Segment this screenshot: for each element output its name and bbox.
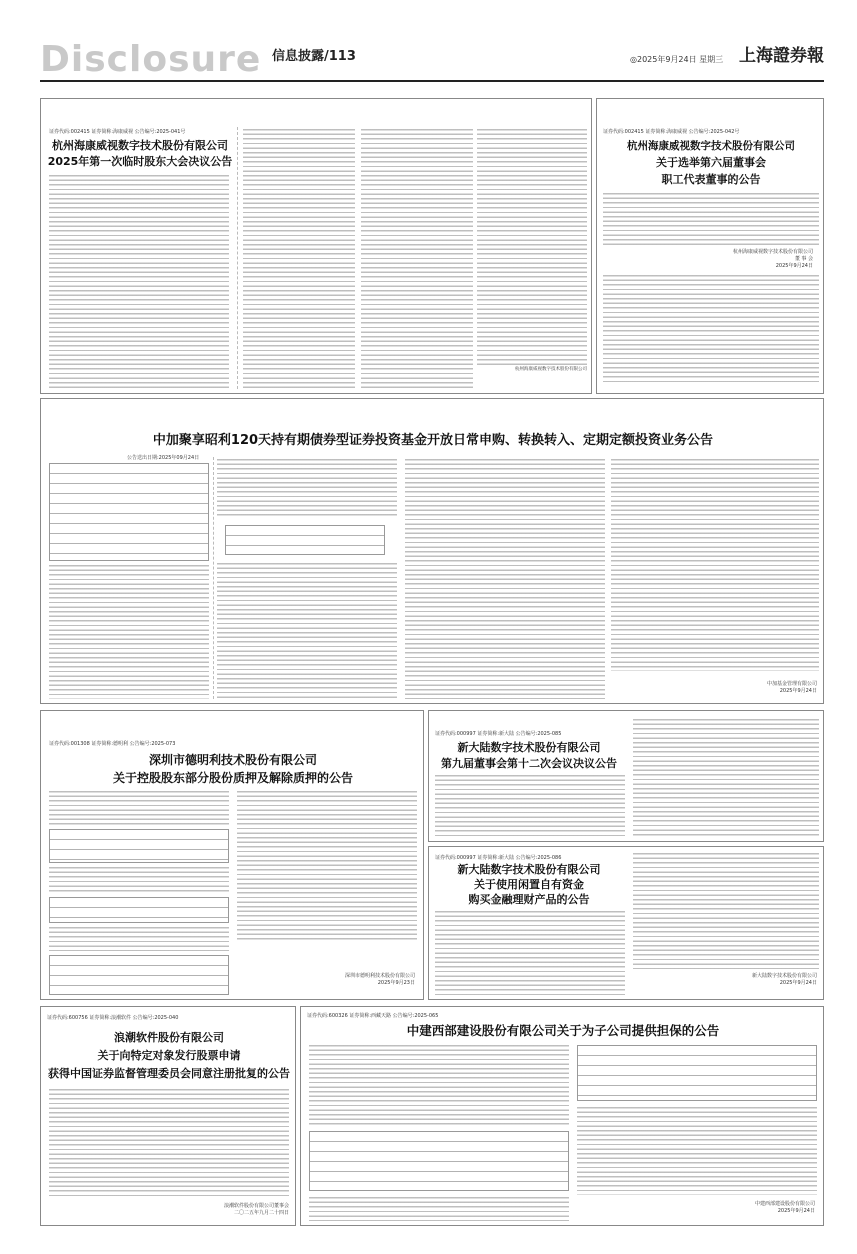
column-divider [237, 127, 238, 389]
announcement-title: 关于控股股东部分股份质押及解除质押的公告 [112, 771, 353, 785]
body-text [217, 563, 397, 699]
body-text [361, 129, 473, 391]
signature [237, 973, 415, 987]
body-text [577, 1107, 817, 1195]
announcement-title: 新大陆数字技术股份有限公司 [457, 863, 601, 876]
announcement-title: 中建西部建设股份有限公司关于为子公司提供担保的公告 [406, 1023, 720, 1038]
newspaper-logo: 上海證券報 [739, 46, 824, 66]
announcement-meta: 证券代码:002415 证券简称:海康威视 公告编号:2025-041号 [49, 129, 186, 135]
announcement-meta: 证券代码:600756 证券简称:浪潮软件 公告编号:2025-040 [47, 1015, 179, 1021]
announcement-meta: 证券代码:600326 证券简称:西藏天路 公告编号:2025-065 [307, 1013, 439, 1019]
section-page: 信息披露/113 [272, 49, 356, 64]
announcement-meta: 证券代码:001308 证券简称:德明利 公告编号:2025-073 [49, 741, 176, 747]
announcement-title: 杭州海康威视数字技术股份有限公司 [627, 140, 795, 152]
financial-table [577, 1045, 817, 1101]
announcement-hikvision-director [596, 98, 824, 394]
announcement-date: 2025年9月24日 [779, 980, 817, 986]
announcement-date: 2025年9月23日 [377, 980, 415, 986]
signer: 杭州海康威视数字技术股份有限公司 [732, 249, 813, 255]
masthead [40, 36, 824, 82]
announcement-title: 第九届董事会第十二次会议决议公告 [441, 757, 617, 770]
body-text [49, 565, 209, 699]
body-text [243, 129, 355, 391]
body-text [603, 193, 819, 247]
announcement-hikvision-meeting [40, 98, 592, 394]
body-text [633, 719, 819, 837]
signature [577, 1201, 815, 1215]
signer: 中建西部建设股份有限公司 [754, 1201, 815, 1207]
body-text [611, 459, 819, 671]
announcement-title: 关于使用闲置自有资金 [474, 878, 584, 891]
announcement-title: 中加聚享昭利120天持有期债券型证券投资基金开放日常申购、转换转入、定期定额投资业务公告 [152, 433, 714, 448]
signature [611, 681, 817, 695]
announcement-title: 关于向特定对象发行股票申请 [97, 1049, 241, 1062]
signer: 深圳市德明利技术股份有限公司 [344, 973, 415, 979]
announcement-meta: 证券代码:002415 证券简称:海康威视 公告编号:2025-042号 [603, 129, 740, 135]
signature [49, 1203, 289, 1217]
signature [477, 367, 587, 373]
announcement-title: 2025年第一次临时股东大会决议公告 [47, 155, 233, 168]
announcement-title: 浪潮软件股份有限公司 [114, 1031, 224, 1044]
announcement-title: 杭州海康威视数字技术股份有限公司 [52, 139, 228, 152]
fund-info-table [49, 463, 209, 561]
announcement-meta: 证券代码:000997 证券简称:新大陆 公告编号:2025-086 [435, 855, 562, 861]
announcement-title: 获得中国证券监督管理委员会同意注册批复的公告 [48, 1067, 290, 1080]
body-text [405, 459, 605, 699]
column-divider [213, 457, 214, 699]
announcement-title: 职工代表董事的公告 [661, 173, 761, 186]
holding-table [49, 955, 229, 995]
announcement-title: 关于选举第六届董事会 [656, 156, 766, 169]
brand-title: Disclosure [40, 39, 262, 80]
body-text [237, 791, 417, 941]
signer: 中加基金管理有限公司 [766, 681, 817, 687]
body-text [49, 791, 229, 825]
signature [603, 249, 813, 270]
body-text [309, 1197, 569, 1221]
announcement-title: 新大陆数字技术股份有限公司 [457, 741, 601, 754]
signature [633, 973, 817, 987]
announcement-date: 2025年9月24日 [779, 688, 817, 694]
body-text [633, 853, 819, 969]
body-text [49, 1089, 289, 1197]
fee-table [225, 525, 385, 555]
announcement-date: 2025年9月24日 [775, 263, 813, 269]
announcement-date: 2025年9月24日 [777, 1208, 815, 1214]
release-table [49, 897, 229, 923]
signer: 新大陆数字技术股份有限公司 [751, 973, 817, 979]
body-text [309, 1045, 569, 1125]
announcement-newland-board [428, 710, 824, 842]
signer: 杭州海康威视数字技术股份有限公司 [515, 367, 587, 372]
body-text [477, 129, 587, 365]
pledge-table [49, 829, 229, 863]
announcement-fund [40, 398, 824, 704]
body-text [49, 927, 229, 951]
announcement-title: 深圳市德明利技术股份有限公司 [148, 753, 317, 767]
announcement-date: 二〇二五年九月二十四日 [233, 1210, 289, 1216]
subsidiary-table [309, 1131, 569, 1191]
announcement-subtitle: 公告送出日期:2025年09月24日 [127, 455, 200, 461]
body-text [217, 459, 397, 519]
announcement-title: 购买金融理财产品的公告 [468, 893, 590, 906]
announcement-inspur [40, 1006, 296, 1226]
body-text [435, 911, 625, 995]
body-text [603, 275, 819, 385]
date-line: ◎2025年9月24日 星期三 [630, 55, 724, 64]
announcement-newland-finance [428, 846, 824, 1000]
announcement-demingli [40, 710, 424, 1000]
body-text [435, 775, 625, 837]
body-text [49, 867, 229, 893]
announcement-guarantee [300, 1006, 824, 1226]
announcement-meta: 证券代码:000997 证券简称:新大陆 公告编号:2025-085 [435, 731, 562, 737]
body-text [49, 175, 229, 389]
signer-board: 董 事 会 [794, 256, 813, 262]
signer: 浪潮软件股份有限公司董事会 [223, 1203, 289, 1209]
